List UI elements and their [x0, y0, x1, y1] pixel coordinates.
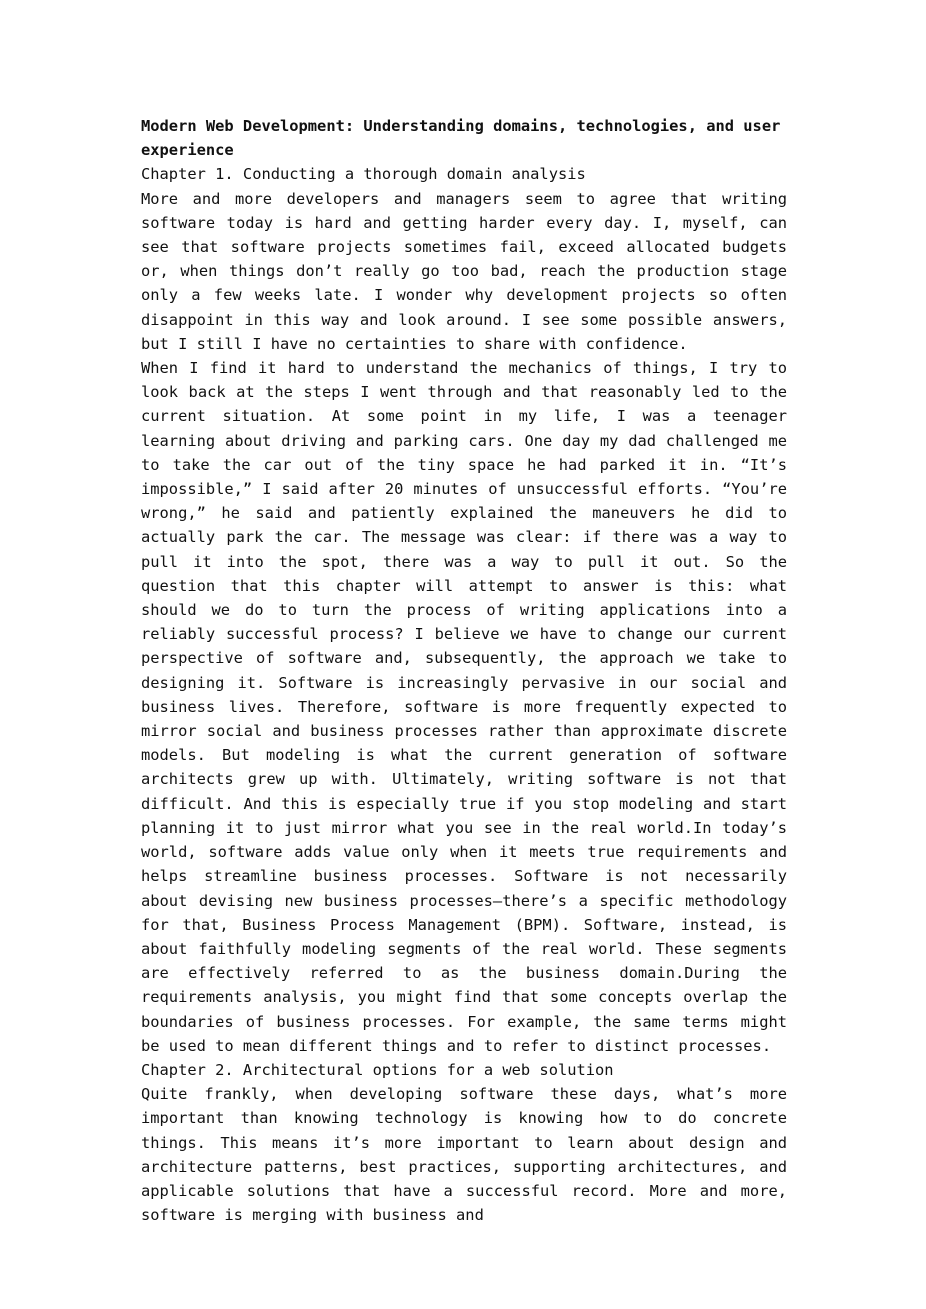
chapter-heading: Chapter 1. Conducting a thorough domain analysis: [141, 165, 586, 184]
chapter-heading: Chapter 2. Architectural options for a web solution: [141, 1060, 614, 1079]
paragraph: When I find it hard to understand the mechanics of things, I try to look back at the steps I went through and that reasonably led to the current situation. At some point in my life, I was a teenager learning about driving and parking cars. One day my dad challenged me to take the car out of the tiny space he had parked it in. “It’s impossible,” I said after 20 minutes of unsuccessful efforts. “You’re wrong,” he said and patiently explained the maneuvers he did to actually park the car. The message was clear: if there was a way to pull it into the spot, there was a way to pull it out. So the question that this chapter will attempt to answer is this: what should we do to turn the process of writing applications into a reliably successful process? I believe we have to change our current perspective of software and, subsequently, the approach we take to designing it. Software is increasingly pervasive in our social and business lives. Therefore, software is more frequently expected to mirror social and business processes rather than approximate discrete models. But modeling is what the current generation of software architects grew up with. Ultimately, writing software is not that difficult. And this is especially true if you stop modeling and start planning it to just mirror what you see in the real world.In today’s world, software adds value only when it meets true requirements and helps streamline business processes. Software is not necessarily about devising new business processes—there’s a specific methodology for that, Business Process Management (BPM). Software, instead, is about faithfully modeling segments of the real world. These segments are effectively referred to as the business domain.During the requirements analysis, you might find that some concepts overlap the boundaries of business processes. For example, the same terms might be used to mean different things and to refer to distinct processes.: [141, 359, 787, 1055]
document-page: [141, 114, 787, 1227]
chapter-2: [141, 1058, 787, 1227]
paragraph: Quite frankly, when developing software these days, what’s more important than knowing technology is knowing how to do concrete things. This means it’s more important to learn about design and architecture patterns, best practices, supporting architectures, and applicable solutions that have a successful record. More and more, software is merging with business and: [141, 1085, 787, 1225]
chapter-1: [141, 162, 787, 1058]
document-title: Modern Web Development: Understanding domains, technologies, and user experience: [141, 117, 781, 160]
paragraph: More and more developers and managers seem to agree that writing software today is hard and getting harder every day. I, myself, can see that software projects sometimes fail, exceed allocated budgets or, when things don’t really go too bad, reach the production stage only a few weeks late. I wonder why development projects so often disappoint in this way and look around. I see some possible answers, but I still I have no certainties to share with confidence.: [141, 189, 787, 353]
